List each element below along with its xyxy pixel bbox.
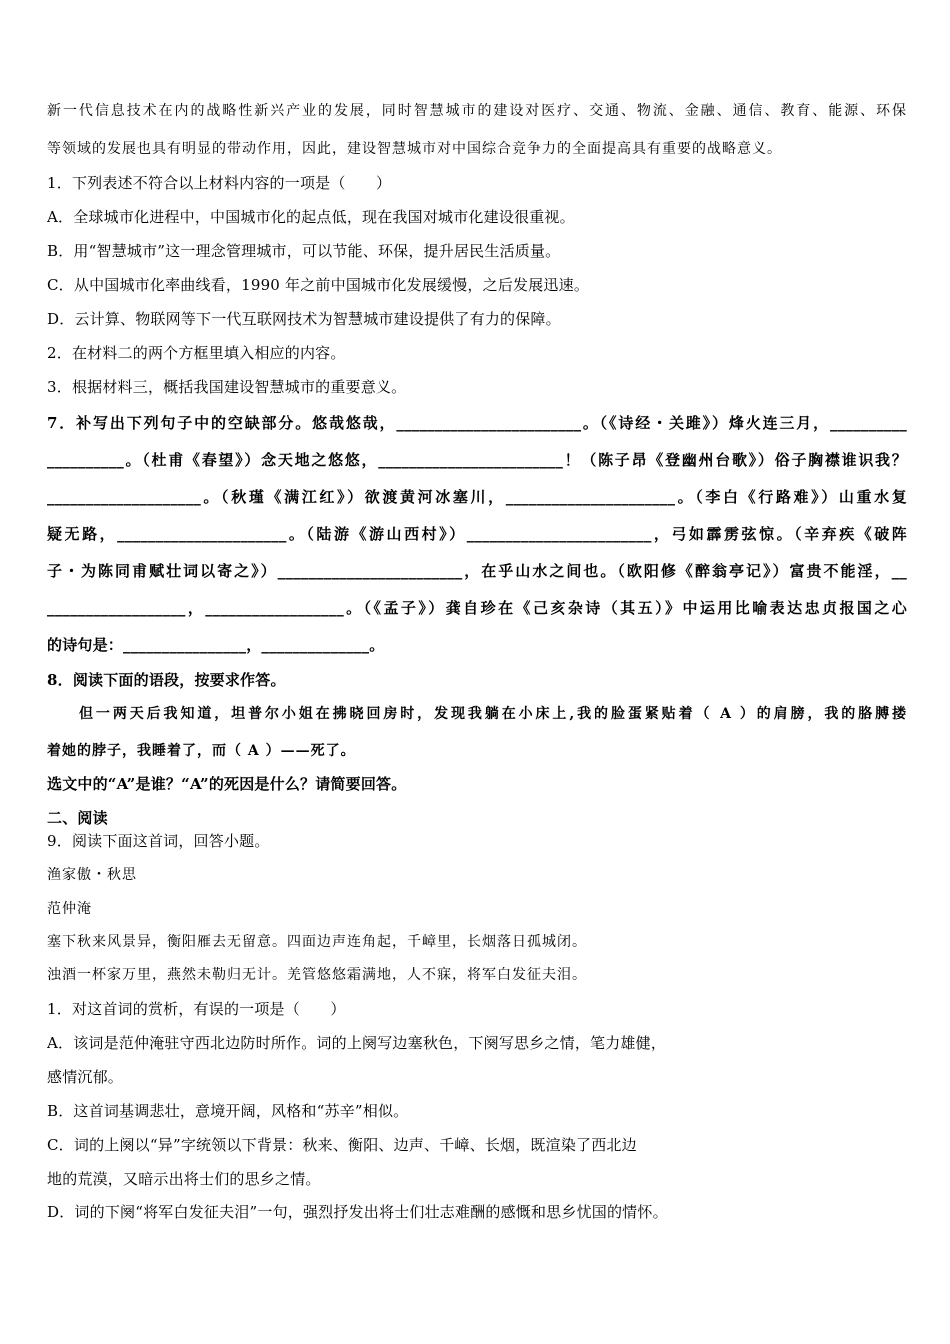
q9-1-option-d: D．词的下阕“将军白发征夫泪”一句，强烈抒发出将士们壮志难酬的感慨和思乡忧国的情怀。: [47, 1203, 668, 1221]
q9-1-option-c-line-2: 地的荒漠，又暗示出将士们的思乡之情。: [47, 1170, 321, 1188]
q9-1-option-c-line-1: C．词的上阕以“异”字统领以下背景：秋来、衡阳、边声、千嶂、长烟，既渲染了西北边: [47, 1136, 637, 1154]
question-7-line-1: 7．补写出下列句子中的空缺部分。悠哉悠哉，________________________。（《诗经・关雎》）烽火连三月，__________: [47, 414, 907, 432]
question-7-line-5: 子・为陈同甫赋壮词以寄之》）________________________，在乎山水之间也。（欧阳修《醉翁亭记》）富贵不能淫，__: [47, 562, 907, 580]
question-7-line-2: __________。（杜甫《春望》）念天地之悠悠，________________________！（陈子昂《登幽州台歌》）俗子胸襟谁识我？: [47, 451, 907, 469]
question-3-stem: 3．根据材料三，概括我国建设智慧城市的重要意义。: [47, 378, 407, 396]
q9-1-stem: 1．对这首词的赏析，有误的一项是（ ）: [47, 1000, 346, 1018]
q1-option-c: C．从中国城市化率曲线看，1990 年之前中国城市化发展缓慢，之后发展迅速。: [47, 276, 590, 294]
question-7-line-6: __________________，__________________。（《孟子》）龚自珍在《己亥杂诗（其五）》中运用比喻表达忠贞报国之心: [47, 599, 907, 617]
poem-stanza-1: 塞下秋来风景异，衡阳雁去无留意。四面边声连角起，千嶂里，长烟落日孤城闭。: [47, 934, 587, 950]
q1-option-a: A．全球城市化进程中，中国城市化的起点低，现在我国对城市化建设很重视。: [47, 208, 575, 226]
poem-author: 范仲淹: [47, 901, 92, 917]
question-1-stem: 1．下列表述不符合以上材料内容的一项是（ ）: [47, 174, 392, 192]
q1-option-b: B．用“智慧城市”这一理念管理城市，可以节能、环保，提升居民生活质量。: [47, 242, 561, 260]
poem-stanza-2: 浊酒一杯家万里，燕然未勒归无计。羌管悠悠霜满地，人不寐，将军白发征夫泪。: [47, 967, 587, 983]
material-text-line-2: 等领域的发展也具有明显的带动作用，因此，建设智慧城市对中国综合竞争力的全面提高具有重要的战略意义。: [47, 141, 782, 157]
q8-prompt: 选文中的“A”是谁？“A”的死因是什么？请简要回答。: [47, 775, 407, 793]
q8-passage-line-1: 但一两天后我知道，坦普尔小姐在拂晓回房时，发现我躺在小床上,我的脸蛋紧贴着（ A ）的肩膀，我的胳膊搂: [79, 706, 907, 722]
q8-passage-line-2: 着她的脖子，我睡着了，而（ A ）——死了。: [47, 743, 356, 759]
question-7-line-4: 疑无路，______________________。（陆游《游山西村》）________________________，弓如霹雳弦惊。（辛弃疾《破阵: [47, 525, 907, 543]
q9-1-option-a-line-2: 感情沉郁。: [47, 1068, 124, 1086]
poem-title: 渔家傲・秋思: [47, 867, 137, 883]
q9-1-option-b: B．这首词基调悲壮，意境开阔，风格和“苏辛”相似。: [47, 1102, 409, 1120]
question-7-line-3: ____________________。（秋瑾《满江红》）欲渡黄河冰塞川，______________________。（李白《行路难》）山重水复: [47, 488, 907, 506]
q1-option-d: D．云计算、物联网等下一代互联网技术为智慧城市建设提供了有力的保障。: [47, 310, 561, 328]
question-8-stem: 8．阅读下面的语段，按要求作答。: [47, 671, 286, 689]
q9-1-option-a-line-1: A．该词是范仲淹驻守西北边防时所作。词的上阕写边塞秋色，下阕写思乡之情，笔力雄健，: [47, 1034, 667, 1052]
question-9-stem: 9．阅读下面这首词，回答小题。: [47, 832, 270, 850]
section-heading-reading: 二、阅读: [47, 809, 108, 827]
question-7-line-7: 的诗句是：________________，______________。: [47, 636, 385, 654]
material-text-line-1: 新一代信息技术在内的战略性新兴产业的发展，同时智慧城市的建设对医疗、交通、物流、金融、通信、教育、能源、环保: [47, 103, 907, 119]
question-2-stem: 2．在材料二的两个方框里填入相应的内容。: [47, 344, 346, 362]
